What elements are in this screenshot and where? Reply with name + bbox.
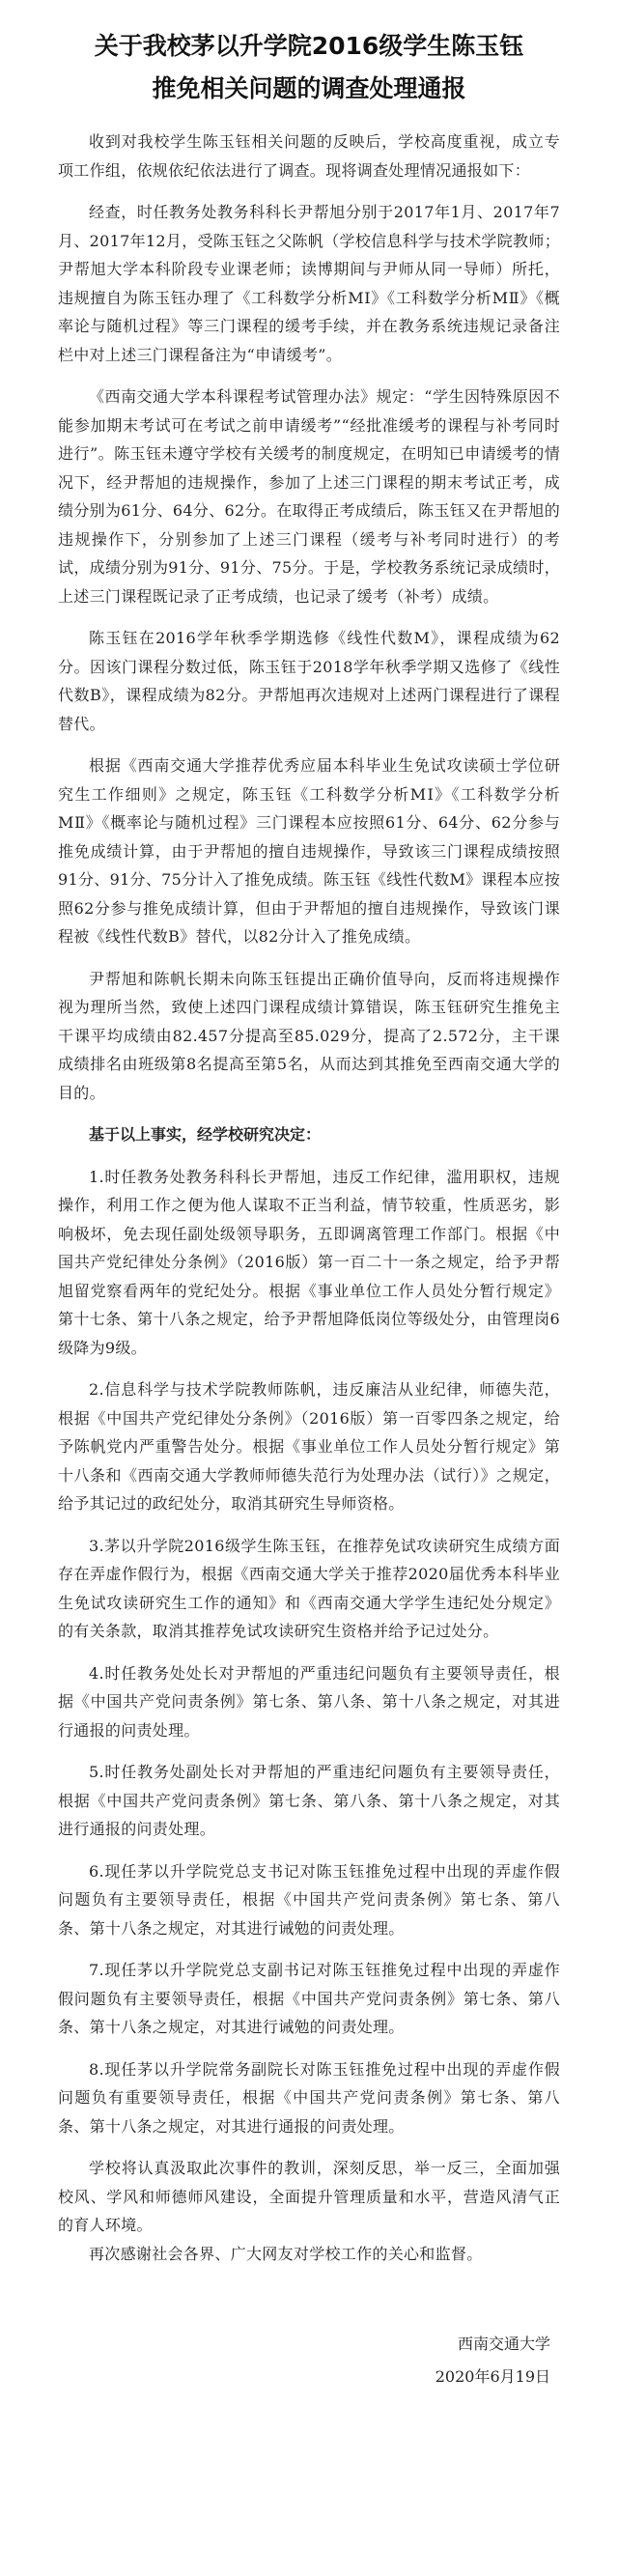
decision-heading: 基于以上事实，经学校研究决定： bbox=[89, 1125, 322, 1144]
closing-paragraph-1: 学校将认真汲取此次事件的教训，深刻反思，举一反三，全面加强校风、学风和师德师风建设，全面提升管理质量和水平，营造风清气正的育人环境。 bbox=[58, 2159, 560, 2234]
decision-item-8: 8.现任茅以升学院常务副院长对陈玉钰推免过程中出现的弄虚作假问题负有重要领导责任，根据《中国共产党问责条例》第七条、第八条、第十八条之规定，对其进行通报的问责处理。 bbox=[58, 2059, 560, 2136]
decision-item-3: 3.茅以升学院2016级学生陈玉钰，在推荐免试攻读研究生成绩方面存在弄虚作假行为，根据《西南交通大学关于推荐2020届优秀本科毕业生免试攻读研究生工作的通知》和《西南交通大学学生违纪处分规定》的有关条款，取消其推荐免试攻读研究生资格并给予记过处分。 bbox=[58, 1536, 560, 1640]
decision-item-5: 5.时任教务处副处长对尹帮旭的严重违纪问题负有主要领导责任，根据《中国共产党问责条例》第七条、第八条、第十八条之规定，对其进行通报的问责处理。 bbox=[58, 1763, 560, 1838]
finding-paragraph-5: 尹帮旭和陈帆长期未向陈玉钰提出正确价值导向，反而将违规操作视为理所当然，致使上述四门课程成绩计算错误，陈玉钰研究生推免主干课平均成绩由82.457分提高至85.029分，提高了2.572分，主干课成绩排名由班级第8名提高至第5名，从而达到其推免至西南交通大学的目的。 bbox=[58, 969, 560, 1102]
decision-item-7: 7.现任茅以升学院党总支副书记对陈玉钰推免过程中出现的弄虚作假问题负有主要领导责任，根据《中国共产党问责条例》第七条、第八条、第十八条之规定，对其进行诫勉的问责处理。 bbox=[58, 1961, 560, 2036]
finding-paragraph-1: 经查，时任教务处教务科科长尹帮旭分别于2017年1月、2017年7月、2017年12月，受陈玉钰之父陈帆（学校信息科学与技术学院教师；尹帮旭大学本科阶段专业课老师；读博期间与尹师从同一导师）所托，违规擅自为陈玉钰办理了《工科数学分析MⅠ》《工科数学分析MⅡ》《概率论与随机过程》等三门课程的缓考手续，并在教务系统违规记录备注栏中对上述三门课程备注为“申请缓考”。 bbox=[58, 203, 560, 364]
closing-paragraph-2: 再次感谢社会各界、广大网友对学校工作的关心和监督。 bbox=[89, 2244, 483, 2263]
finding-paragraph-2: 《西南交通大学本科课程考试管理办法》规定：“学生因特殊原因不能参加期末考试可在考试之前申请缓考”“经批准缓考的课程与补考同时进行”。陈玉钰未遵守学校有关缓考的制度规定，在明知已申请缓考的情况下，经尹帮旭的违规操作，参加了上述三门课程的期末考试正考，成绩分别为61分、64分、62分。在取得正考成绩后，陈玉钰又在尹帮旭的违规操作下，分别参加了上述三门课程（缓考与补考同时进行）的考试，成绩分别为91分、91分、75分。于是，学校教务系统记录成绩时，上述三门课程既记录了正考成绩，也记录了缓考（补考）成绩。 bbox=[58, 387, 560, 606]
decision-item-2: 2.信息科学与技术学院教师陈帆，违反廉洁从业纪律，师德失范，根据《中国共产党纪律处分条例》（2016版）第一百零四条之规定，给予陈帆党内严重警告处分。根据《事业单位工作人员处分暂行规定》第十八条和《西南交通大学教师师德失范行为处理办法（试行）》之规定，给予其记过的政纪处分，取消其研究生导师资格。 bbox=[58, 1380, 560, 1513]
title-line-2: 推免相关问题的调查处理通报 bbox=[152, 74, 466, 102]
notice-title bbox=[58, 25, 560, 110]
signature-organization: 西南交通大学 bbox=[457, 2335, 550, 2353]
decision-item-4: 4.时任教务处处长对尹帮旭的严重违纪问题负有主要领导责任，根据《中国共产党问责条例》第七条、第八条、第十八条之规定，对其进行通报的问责处理。 bbox=[58, 1663, 560, 1740]
finding-paragraph-3: 陈玉钰在2016学年秋季学期选修《线性代数M》，课程成绩为62分。因该门课程分数过低，陈玉钰于2018学年秋季学期又选修了《线性代数B》，课程成绩为82分。尹帮旭再次违规对上述两门课程进行了课程替代。 bbox=[58, 629, 560, 733]
intro-paragraph: 收到对我校学生陈玉钰相关问题的反映后，学校高度重视，成立专项工作组，依规依纪依法进行了调查。现将调查处理情况通报如下： bbox=[58, 132, 560, 180]
signature-block bbox=[58, 2328, 560, 2393]
decision-item-1: 1.时任教务处教务科科长尹帮旭，违反工作纪律，滥用职权，违规操作，利用工作之便为他人谋取不正当利益，情节较重，性质恶劣，影响极坏，免去现任副处级领导职务，五即调离管理工作部门。根据《中国共产党纪律处分条例》（2016版）第一百二十一条之规定，给予尹帮旭留党察看两年的党纪处分。根据《事业单位工作人员处分暂行规定》第十七条、第十八条之规定，给予尹帮旭降低岗位等级处分，由管理岗6级降为9级。 bbox=[58, 1167, 560, 1357]
title-line-1: 关于我校茅以升学院2016级学生陈玉钰 bbox=[94, 32, 524, 60]
signature-date: 2020年6月19日 bbox=[435, 2367, 550, 2386]
finding-paragraph-4: 根据《西南交通大学推荐优秀应届本科毕业生免试攻读硕士学位研究生工作细则》之规定，陈玉钰《工科数学分析MⅠ》《工科数学分析MⅡ》《概率论与随机过程》三门课程本应按照61分、64分、62分参与推免成绩计算，由于尹帮旭的擅自违规操作，导致该三门课程成绩按照91分、91分、75分计入了推免成绩。陈玉钰《线性代数M》课程本应按照62分参与推免成绩计算，但由于尹帮旭的擅自违规操作，导致该门课程被《线性代数B》替代，以82分计入了推免成绩。 bbox=[58, 756, 560, 946]
decision-item-6: 6.现任茅以升学院党总支书记对陈玉钰推免过程中出现的弄虚作假问题负有主要领导责任，根据《中国共产党问责条例》第七条、第八条、第十八条之规定，对其进行诫勉的问责处理。 bbox=[58, 1861, 560, 1938]
